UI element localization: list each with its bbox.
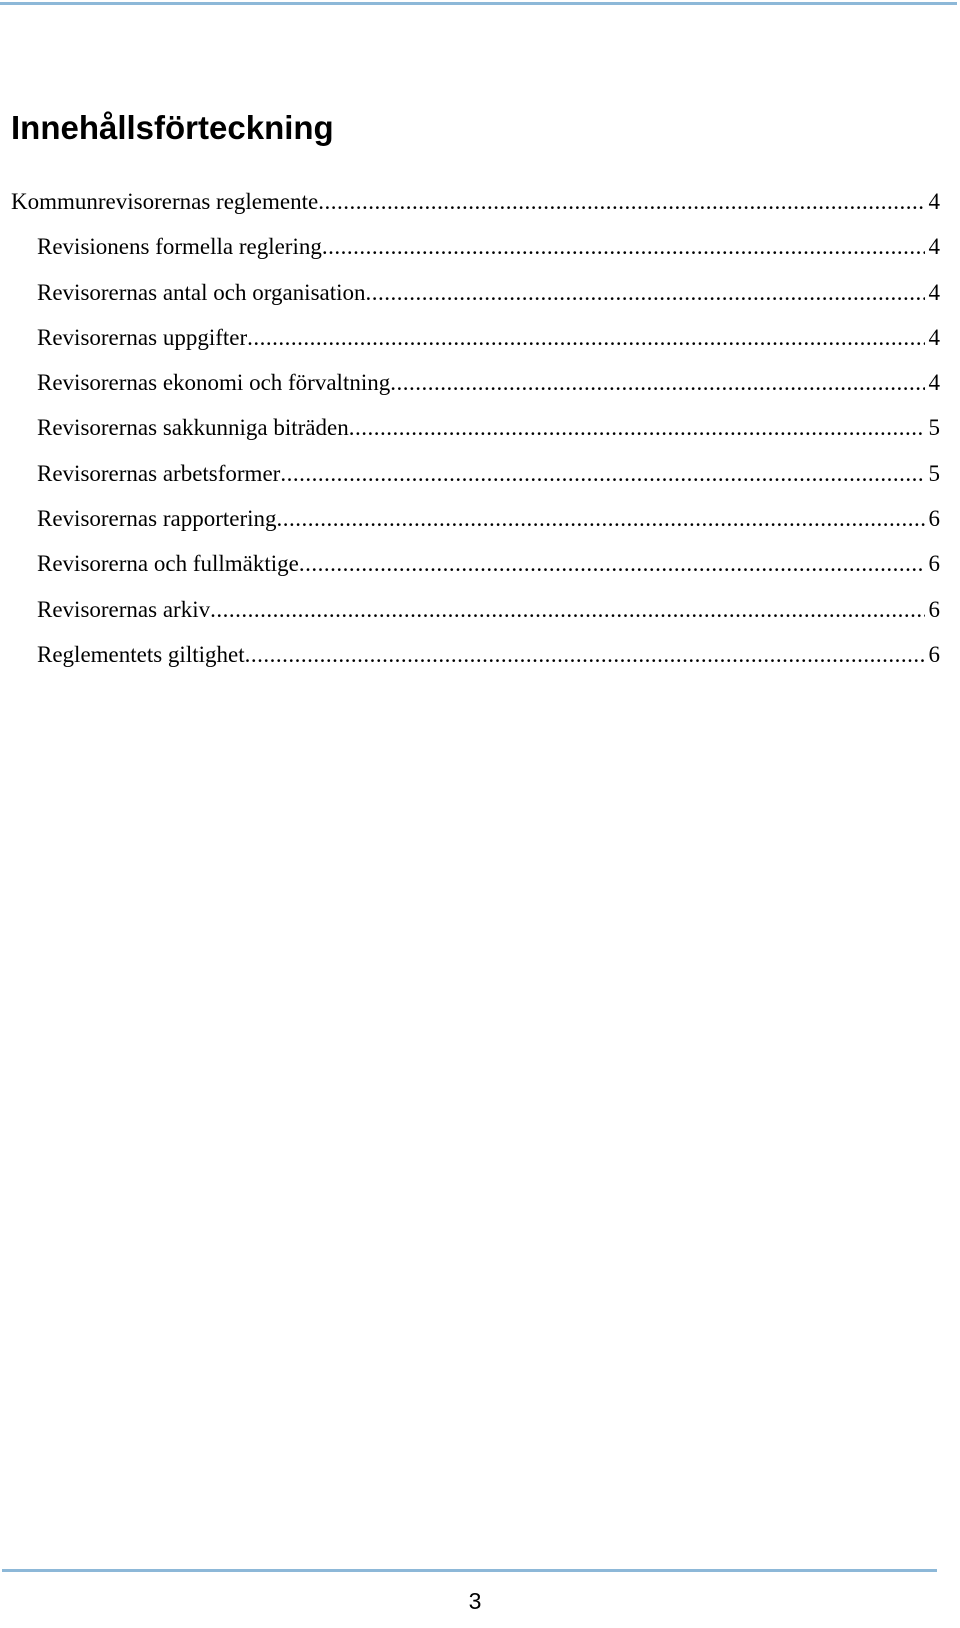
toc-entry-page[interactable]: 6 [928, 596, 940, 622]
toc-list [0, 182, 960, 680]
toc-entry-page[interactable]: 6 [928, 551, 940, 577]
toc-entry[interactable] [0, 227, 960, 272]
page-number: 3 [468, 1588, 482, 1614]
toc-leader [349, 408, 925, 448]
toc-entry[interactable] [0, 590, 960, 635]
toc-leader [299, 544, 925, 584]
toc-entry-page[interactable]: 4 [928, 189, 940, 214]
toc-entry-title[interactable]: Revisionens formella reglering [37, 234, 322, 260]
toc-leader [318, 182, 924, 222]
toc-entry[interactable] [0, 499, 960, 544]
toc-leader [245, 635, 925, 675]
toc-leader [390, 363, 924, 403]
toc-leader [247, 318, 924, 358]
toc-leader [322, 227, 925, 267]
toc-entry-page[interactable]: 6 [928, 641, 940, 667]
toc-leader [277, 499, 925, 539]
toc-entry[interactable] [0, 318, 960, 363]
toc-entry-page[interactable]: 5 [928, 415, 940, 441]
toc-entry-title[interactable]: Revisorernas uppgifter [37, 324, 248, 350]
footer-rule [2, 1569, 937, 1572]
toc-entry-title[interactable]: Reglementets giltighet [37, 641, 245, 667]
toc-entry-page[interactable]: 4 [928, 370, 940, 396]
toc-entry-page[interactable]: 4 [928, 324, 940, 350]
toc-entry[interactable] [0, 273, 960, 318]
toc-entry-title[interactable]: Revisorernas arkiv [37, 596, 211, 622]
toc-entry-page[interactable]: 6 [928, 506, 940, 532]
toc-entry-page[interactable]: 5 [928, 460, 940, 486]
toc-leader [280, 454, 924, 494]
toc-entry[interactable] [0, 182, 960, 227]
toc-entry[interactable] [0, 454, 960, 499]
toc-entry-page[interactable]: 4 [928, 279, 940, 305]
toc-entry-title[interactable]: Revisorernas rapportering [37, 506, 277, 532]
toc-heading: Innehållsförteckning [11, 109, 334, 146]
toc-entry-title[interactable]: Revisorernas antal och organisation [37, 279, 366, 305]
header-rule [0, 2, 957, 5]
toc-entry-title[interactable]: Kommunrevisorernas reglemente [11, 189, 319, 214]
toc-entry[interactable] [0, 635, 960, 680]
toc-entry[interactable] [0, 408, 960, 453]
toc-entry-title[interactable]: Revisorernas arbetsformer [37, 460, 281, 486]
toc-entry-page[interactable]: 4 [928, 234, 940, 260]
toc-leader [210, 590, 924, 630]
toc-leader [366, 273, 925, 313]
toc-entry[interactable] [0, 544, 960, 589]
toc-entry[interactable] [0, 363, 960, 408]
toc-entry-title[interactable]: Revisorernas sakkunniga biträden [37, 415, 349, 441]
toc-entry-title[interactable]: Revisorernas ekonomi och förvaltning [37, 370, 391, 396]
toc-entry-title[interactable]: Revisorerna och fullmäktige [37, 551, 299, 577]
